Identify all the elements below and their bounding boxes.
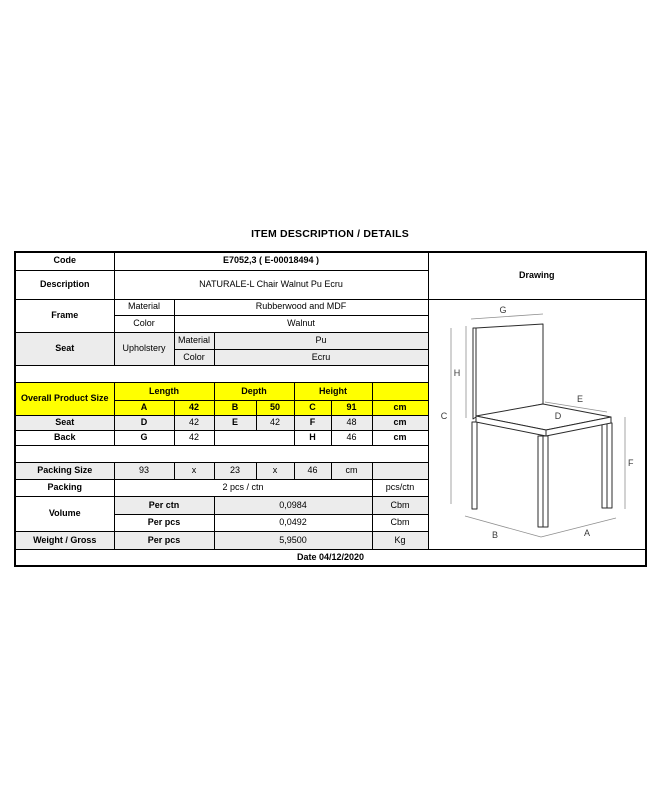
table-row [15, 550, 646, 566]
description-value: NATURALE-L Chair Walnut Pu Ecru [114, 270, 428, 299]
upholstery-label: Upholstery [114, 332, 174, 366]
table-row [15, 252, 646, 270]
seat-depth-key: E [214, 416, 256, 431]
frame-material-value: Rubberwood and MDF [174, 299, 428, 315]
packing-size-empty [372, 463, 428, 480]
weight-label: Weight / Gross [15, 532, 114, 550]
seat-material-label: Material [174, 332, 214, 350]
weight-value: 5,9500 [214, 532, 372, 550]
spacer-row [15, 366, 428, 383]
drawing-header: Drawing [428, 252, 646, 299]
height-header: Height [294, 383, 372, 401]
overall-size-label: Overall Product Size [15, 383, 114, 416]
dim-label-g: G [499, 304, 507, 315]
packing-value: 2 pcs / ctn [114, 480, 372, 497]
per-ctn-label: Per ctn [114, 497, 214, 515]
packing-dim-unit: cm [331, 463, 372, 480]
seat-size-label: Seat [15, 416, 114, 431]
back-size-unit: cm [372, 431, 428, 446]
overall-length-key: A [114, 401, 174, 416]
page-title: ITEM DESCRIPTION / DETAILS [251, 228, 409, 240]
packing-unit: pcs/ctn [372, 480, 428, 497]
back-height-key: H [294, 431, 331, 446]
overall-length-value: 42 [174, 401, 214, 416]
dim-label-h: H [453, 367, 460, 378]
dim-line-a [541, 518, 616, 537]
dim-label-a: A [583, 527, 590, 538]
packing-sep2: x [256, 463, 294, 480]
overall-height-value: 91 [331, 401, 372, 416]
length-header: Length [114, 383, 214, 401]
back-height-value: 46 [331, 431, 372, 446]
seat-depth-value: 42 [256, 416, 294, 431]
weight-unit: Kg [372, 532, 428, 550]
dim-line-g [471, 314, 543, 319]
seat-color-value: Ecru [214, 350, 428, 366]
per-pcs-value: 0,0492 [214, 515, 372, 532]
packing-dim3: 46 [294, 463, 331, 480]
seat-height-key: F [294, 416, 331, 431]
depth-header: Depth [214, 383, 294, 401]
code-value: E7052,3 ( E-00018494 ) [114, 252, 428, 270]
packing-sep1: x [174, 463, 214, 480]
per-pcs-label: Per pcs [114, 515, 214, 532]
chair-drawing [431, 300, 647, 547]
frame-color-value: Walnut [174, 315, 428, 332]
spacer-row [15, 446, 428, 463]
seat-length-key: D [114, 416, 174, 431]
overall-height-key: C [294, 401, 331, 416]
dim-label-f: F [627, 457, 634, 468]
seat-color-label: Color [174, 350, 214, 366]
table-row [15, 299, 646, 315]
overall-unit: cm [372, 401, 428, 416]
dim-label-c: C [440, 410, 447, 421]
size-unit-header-empty [372, 383, 428, 401]
dim-line-b [465, 516, 541, 537]
item-spec-table [14, 251, 647, 567]
code-label: Code [15, 252, 114, 270]
seat-size-unit: cm [372, 416, 428, 431]
back-depth-empty [214, 431, 294, 446]
frame-color-label: Color [114, 315, 174, 332]
packing-dim1: 93 [114, 463, 174, 480]
per-ctn-value: 0,0984 [214, 497, 372, 515]
packing-size-label: Packing Size [15, 463, 114, 480]
seat-material-value: Pu [214, 332, 428, 350]
back-length-key: G [114, 431, 174, 446]
packing-dim2: 23 [214, 463, 256, 480]
dim-label-d: D [554, 410, 561, 421]
chair-left-leg [472, 422, 477, 509]
description-label: Description [15, 270, 114, 299]
packing-label: Packing [15, 480, 114, 497]
back-length-value: 42 [174, 431, 214, 446]
weight-per-label: Per pcs [114, 532, 214, 550]
per-ctn-unit: Cbm [372, 497, 428, 515]
seat-length-value: 42 [174, 416, 214, 431]
date-row: Date 04/12/2020 [15, 550, 646, 566]
per-pcs-unit: Cbm [372, 515, 428, 532]
overall-depth-key: B [214, 401, 256, 416]
volume-label: Volume [15, 497, 114, 532]
chair-backrest [476, 324, 543, 417]
overall-depth-value: 50 [256, 401, 294, 416]
back-size-label: Back [15, 431, 114, 446]
frame-label: Frame [15, 299, 114, 332]
dim-label-e: E [576, 393, 583, 404]
seat-label: Seat [15, 332, 114, 366]
drawing-cell [428, 299, 646, 550]
dim-label-b: B [491, 529, 498, 540]
seat-height-value: 48 [331, 416, 372, 431]
frame-material-label: Material [114, 299, 174, 315]
